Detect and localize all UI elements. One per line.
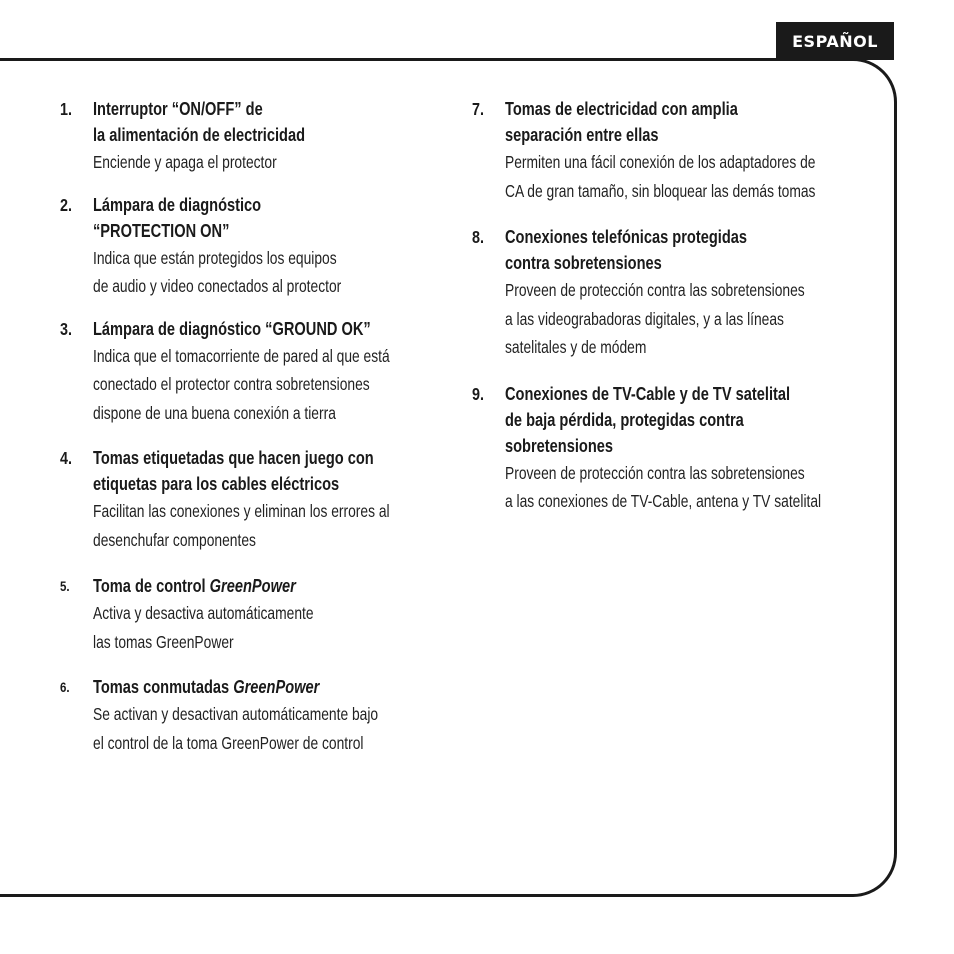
left-column bbox=[60, 96, 450, 757]
item-number: 7. bbox=[472, 99, 484, 119]
item-title: Conexiones de TV-Cable y de TV satelital de baja pérdida, protegidas contra sobretensiones bbox=[505, 382, 791, 456]
item-title bbox=[93, 573, 448, 599]
item-description: Activa y desactiva automáticamente las tomas GreenPower bbox=[93, 603, 314, 652]
item-description: Facilitan las conexiones y eliminan los errores al desenchufar componentes bbox=[93, 501, 390, 550]
item-title: Lámpara de diagnóstico “GROUND OK” bbox=[93, 317, 371, 339]
item-number: 1. bbox=[60, 99, 72, 119]
item-title-brand: GreenPower bbox=[233, 676, 320, 697]
feature-item-7 bbox=[472, 96, 882, 205]
feature-item-8 bbox=[472, 224, 882, 362]
item-title: Tomas etiquetadas que hacen juego con etiquetas para los cables eléctricos bbox=[93, 447, 374, 494]
feature-item-3 bbox=[60, 316, 450, 428]
item-description: Indica que el tomacorriente de pared al que está conectado el protector contra sobretensiones dispone de una buena conexión a tierra bbox=[93, 345, 390, 423]
item-description: Se activan y desactivan automáticamente bajo el control de la toma GreenPower de control bbox=[93, 704, 379, 753]
item-description: Enciende y apaga el protector bbox=[93, 152, 277, 172]
feature-item-5 bbox=[60, 573, 450, 656]
item-description: Indica que están protegidos los equipos de audio y video conectados al protector bbox=[93, 247, 342, 296]
feature-item-2 bbox=[60, 192, 450, 301]
feature-item-9 bbox=[472, 381, 882, 516]
item-description: Permiten una fácil conexión de los adaptadores de CA de gran tamaño, sin bloquear las demás tomas bbox=[505, 152, 816, 201]
right-column bbox=[472, 96, 882, 516]
item-title-text: Tomas conmutadas bbox=[93, 676, 234, 697]
item-title: Conexiones telefónicas protegidas contra sobretensiones bbox=[505, 226, 748, 273]
item-description: Proveen de protección contra las sobretensiones a las conexiones de TV-Cable, antena y TV satelital bbox=[505, 462, 822, 511]
item-number: 3. bbox=[60, 318, 72, 339]
item-number: 6. bbox=[60, 679, 70, 695]
item-title-text: Toma de control bbox=[93, 575, 210, 596]
item-title bbox=[93, 674, 448, 700]
item-title: Lámpara de diagnóstico “PROTECTION ON” bbox=[93, 193, 262, 241]
feature-item-6 bbox=[60, 674, 450, 757]
language-tab: ESPAÑOL bbox=[776, 22, 894, 60]
feature-item-4 bbox=[60, 445, 450, 554]
item-number: 9. bbox=[472, 383, 484, 404]
item-number: 5. bbox=[60, 578, 70, 594]
item-title: Interruptor “ON/OFF” de la alimentación de electricidad bbox=[93, 98, 306, 145]
item-description: Proveen de protección contra las sobretensiones a las videograbadoras digitales, y a las líneas satelitales y de módem bbox=[505, 280, 805, 357]
item-number: 2. bbox=[60, 194, 72, 215]
item-title-brand: GreenPower bbox=[209, 575, 296, 596]
item-title: Tomas de electricidad con amplia separación entre ellas bbox=[505, 98, 738, 145]
feature-item-1 bbox=[60, 96, 450, 177]
item-number: 8. bbox=[472, 227, 484, 247]
item-number: 4. bbox=[60, 448, 72, 468]
